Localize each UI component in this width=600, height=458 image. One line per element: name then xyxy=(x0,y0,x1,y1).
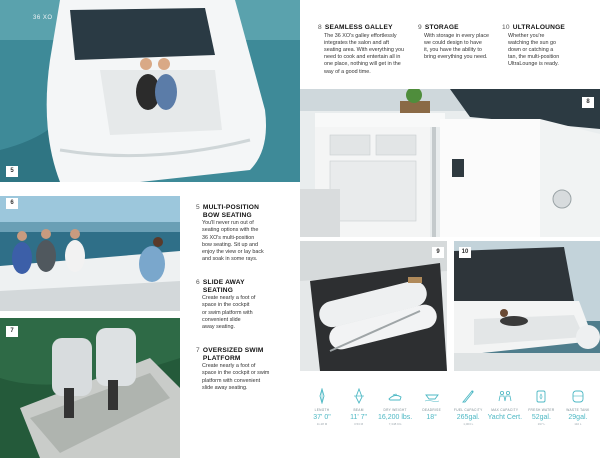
spec-deadrise xyxy=(415,388,449,448)
feature-body-line: integrates the salon and aft xyxy=(324,39,390,46)
spec-fresh-water xyxy=(524,388,558,448)
model-tag: 36 XO xyxy=(33,15,53,21)
feature-number: 5 xyxy=(196,204,200,211)
spec-label: BEAM xyxy=(353,408,364,412)
photo-swim-platform xyxy=(0,318,180,458)
feature-body-line: Create nearly a foot of xyxy=(202,363,256,370)
feature-number: 10 xyxy=(502,24,510,31)
feature-multi-position-bow-seating xyxy=(196,204,296,263)
photo-slide-away-seating xyxy=(0,196,180,311)
persons-icon xyxy=(497,388,513,404)
feature-body-line: down or catching a xyxy=(508,47,554,53)
spec-value: 265gal. xyxy=(456,414,480,421)
beam-icon xyxy=(351,388,367,404)
feature-title: ULTRALOUNGE xyxy=(512,24,565,31)
weight-icon xyxy=(387,388,403,404)
spec-metric: 11.28 M xyxy=(316,422,328,426)
feature-body-line: The 36 XO's galley effortlessly xyxy=(324,32,397,39)
feature-body-line: way of a good time. xyxy=(324,68,371,75)
feature-title: OVERSIZED SWIM xyxy=(202,347,264,354)
feature-title: STORAGE xyxy=(424,24,459,31)
feature-body-line: we could design to have xyxy=(424,39,482,46)
photo-ultralounge xyxy=(454,241,600,371)
spec-beam xyxy=(342,388,376,448)
spec-value: 52gal. xyxy=(531,414,551,421)
spec-metric: 197 L xyxy=(537,422,546,426)
feature-title: SEATING xyxy=(202,286,234,294)
spec-value: 16,200 lbs. xyxy=(378,414,413,421)
feature-body-line: UltraLounge is ready. xyxy=(508,61,559,68)
waste-icon xyxy=(570,388,586,404)
feature-slide-away-seating xyxy=(196,279,296,331)
feature-body-line: seating area. With everything you xyxy=(324,47,405,53)
feature-body-line: space in the cockpit xyxy=(202,302,250,309)
feature-number: 9 xyxy=(418,24,422,31)
spec-strip xyxy=(305,388,595,448)
feature-body-line: slide away seating. xyxy=(202,384,248,391)
spec-metric: 7,348 KG xyxy=(388,422,402,426)
draft-icon xyxy=(424,388,440,404)
spec-value: 29gal. xyxy=(568,414,588,421)
spec-label: DRY WEIGHT xyxy=(383,408,407,412)
spec-value: 18° xyxy=(426,414,437,421)
feature-body-line: watching the sun go xyxy=(508,39,556,46)
feature-body-line: platform with convenient xyxy=(202,377,261,384)
length-icon xyxy=(314,388,330,404)
photo-storage xyxy=(300,241,447,371)
feature-body-line: bow seating. Sit up and xyxy=(202,241,259,248)
spec-label: WASTE TANK xyxy=(566,408,590,412)
feature-body-line: need to cook and entertain all in xyxy=(324,54,401,61)
feature-body-line: and soak in some rays. xyxy=(202,256,258,263)
spec-metric: 110 L xyxy=(574,422,582,426)
badge-7: 7 xyxy=(6,326,18,337)
spec-label: FUEL CAPACITY xyxy=(453,408,483,412)
feature-oversized-swim-platform xyxy=(196,347,296,392)
feature-title: PLATFORM xyxy=(202,354,241,362)
spec-waste-tank xyxy=(561,388,595,448)
feature-body-line: or swim platform with xyxy=(202,309,253,316)
feature-body-line: bring everything you need. xyxy=(424,54,488,61)
badge-8: 8 xyxy=(582,97,594,108)
feature-title: BOW SEATING xyxy=(202,211,252,219)
feature-storage xyxy=(418,24,502,61)
feature-ultralounge xyxy=(502,24,596,69)
feature-body-line: away seating. xyxy=(202,324,235,330)
feature-body-line: 36 XO's multi-position xyxy=(202,234,255,241)
spec-metric: 1,003 L xyxy=(463,422,474,426)
spec-label: FRESH WATER xyxy=(528,408,555,412)
badge-5: 5 xyxy=(6,166,18,177)
spec-label: DEADRISE xyxy=(422,408,442,412)
feature-body-line: seating options with the xyxy=(202,227,259,234)
feature-number: 7 xyxy=(196,347,200,354)
feature-body-line: one place, nothing will get in the xyxy=(324,61,401,68)
spec-fuel-capacity xyxy=(451,388,485,448)
badge-9: 9 xyxy=(432,247,444,258)
spec-value: Yacht Cert. xyxy=(487,414,523,421)
badge-6: 6 xyxy=(6,198,18,209)
spec-value: 11' 7" xyxy=(350,414,368,421)
feature-body-line: Create nearly a foot of xyxy=(202,295,256,302)
feature-body-line: convenient slide xyxy=(202,316,241,323)
feature-body-line: With storage in every place xyxy=(424,32,490,39)
feature-body-line: space in the cockpit or swim xyxy=(202,370,270,377)
feature-number: 8 xyxy=(318,24,322,31)
feature-number: 6 xyxy=(196,279,200,286)
feature-body-line: it, you have the ability to xyxy=(424,47,482,53)
feature-body-line: enjoy the view or lay back xyxy=(202,249,264,255)
spec-max-capacity xyxy=(488,388,522,448)
spec-length xyxy=(305,388,339,448)
spec-label: LENGTH xyxy=(314,408,330,412)
fuel-icon xyxy=(460,388,476,404)
feature-body-line: tan, the multi-position xyxy=(508,54,560,61)
spec-label: MAX CAPACITY xyxy=(491,408,519,412)
badge-10: 10 xyxy=(459,247,471,258)
feature-body-line: Whether you're xyxy=(508,32,545,39)
feature-body-line: You'll never run out of xyxy=(202,220,254,227)
feature-seamless-galley xyxy=(318,24,414,76)
spec-metric: 3.53 M xyxy=(353,422,364,426)
spec-value: 37' 0" xyxy=(313,414,331,421)
water-icon xyxy=(533,388,549,404)
feature-title: SEAMLESS GALLEY xyxy=(324,24,393,31)
feature-title: MULTI-POSITION xyxy=(202,204,260,211)
photo-galley xyxy=(300,89,600,237)
feature-title: SLIDE AWAY xyxy=(202,279,245,286)
photo-bow-seating xyxy=(0,0,300,182)
spec-dry-weight xyxy=(378,388,412,448)
